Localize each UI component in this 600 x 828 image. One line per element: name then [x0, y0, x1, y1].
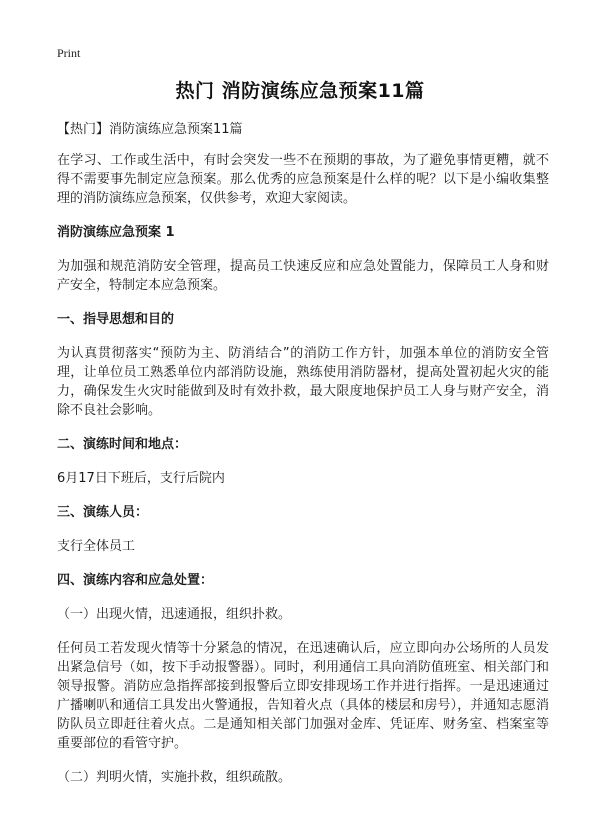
- article-subtitle: 【热门】消防演练应急预案11篇: [57, 122, 243, 137]
- section-title: 消防演练应急预案 1: [57, 225, 175, 240]
- heading-drill-content: 四、演练内容和应急处置：: [57, 573, 214, 588]
- purpose-paragraph: 为加强和规范消防安全管理，提高员工快速反应和应急处置能力，保障员工人身和财产安全，特制定本应急预案。: [57, 259, 549, 293]
- subheading-assess-fire: （二）判明火情，实施扑救，组织疏散。: [57, 770, 292, 785]
- heading-participants: 三、演练人员：: [57, 505, 149, 520]
- report-fire-paragraph: 任何员工若发现火情等十分紧急的情况，在迅速确认后，应立即向办公场所的人员发出紧急信号（如，按下手动报警器）。同时，利用通信工具向消防值班室、相关部门和领导报警。消防应急指挥部接到报警后立即安排现场工作并进行指挥。一是迅速通过广播喇叭和通信工具发出火警通报，告知着火点（具体的楼层和房号），并通知志愿消防队员立即赶往着火点。二是通知相关部门加强对金库、凭证库、财务室、档案室等重要部位的看管守护。: [57, 641, 549, 751]
- intro-paragraph: 在学习、工作或生活中，有时会突发一些不在预期的事故，为了避免事情更糟，就不得不需要事先制定应急预案。那么优秀的应急预案是什么样的呢？以下是小编收集整理的消防演练应急预案，仅供参考，欢迎大家阅读。: [57, 153, 549, 206]
- heading-time-place: 二、演练时间和地点：: [57, 437, 188, 452]
- print-link[interactable]: Print: [57, 46, 81, 60]
- heading-guiding-principle: 一、指导思想和目的: [57, 312, 175, 327]
- guiding-principle-paragraph: 为认真贯彻落实“预防为主、防消结合”的消防工作方针，加强本单位的消防安全管理，让单位员工熟悉单位内部消防设施，熟练使用消防器材，提高处置初起火灾的能力，确保发生火灾时能做到及时有效扑救，最大限度地保护员工人身与财产安全，消除不良社会影响。: [57, 346, 549, 418]
- subheading-report-fire: （一）出现火情，迅速通报，组织扑救。: [57, 607, 292, 622]
- participants-paragraph: 支行全体员工: [57, 539, 136, 554]
- article-body: [57, 120, 549, 787]
- time-place-paragraph: 6月17日下班后，支行后院内: [57, 471, 225, 486]
- page-title: 热门 消防演练应急预案11篇: [175, 80, 425, 102]
